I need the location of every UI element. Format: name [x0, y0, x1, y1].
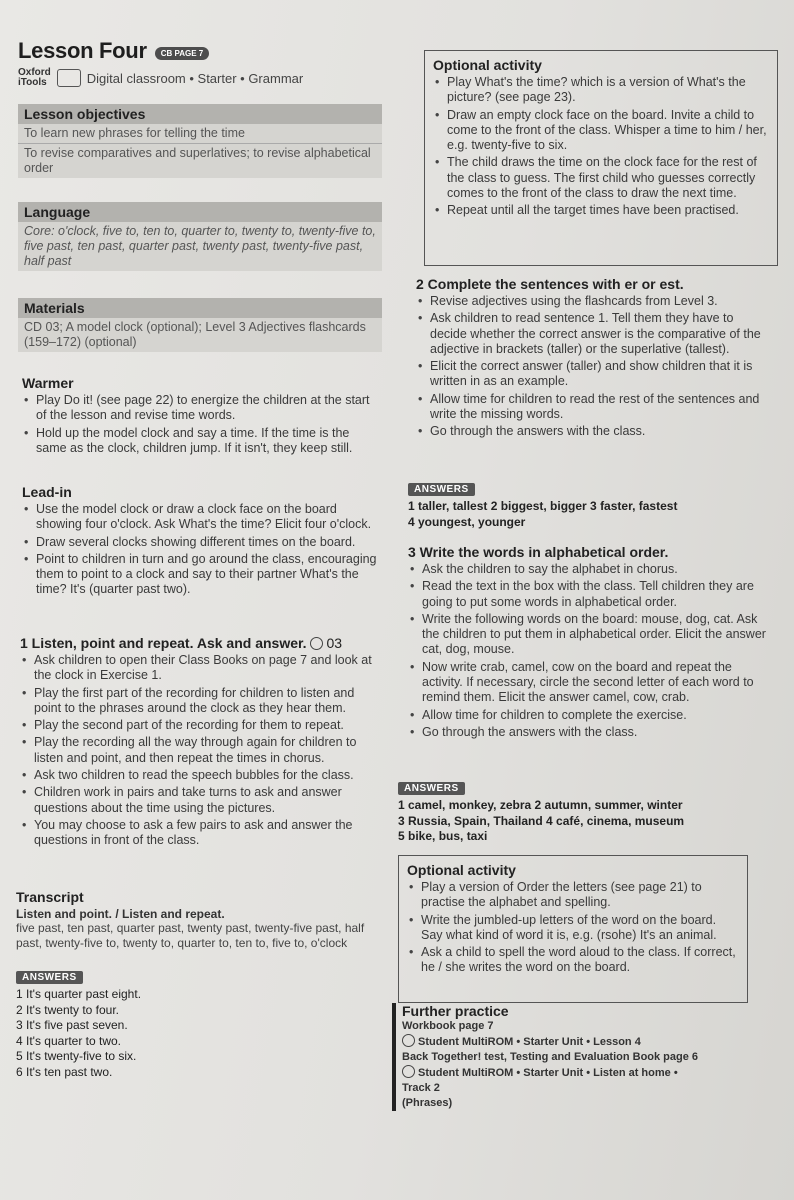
answer-line: 1 It's quarter past eight.: [16, 987, 142, 1001]
list-item: • Play What's the time? which is a version of What's the picture? (see page 23).: [433, 75, 769, 106]
list-item: • Elicit the correct answer (taller) and show children that it is written in as an example.: [416, 359, 766, 390]
further-practice-title: Further practice: [402, 1003, 509, 1019]
exercise3-title: 3 Write the words in alphabetical order.: [408, 544, 669, 560]
cd-icon: [402, 1034, 415, 1047]
list-item: • Play the first part of the recording for children to listen and point to the phrases around the clock as they hear them.: [20, 686, 382, 717]
exercise1-title: [20, 635, 382, 651]
objectives-title: Lesson objectives: [18, 104, 382, 124]
itools-logo: [18, 68, 51, 88]
further-line: [402, 1065, 702, 1096]
list-item: • The child draws the time on the clock face for the rest of the class to guess. The first child who guesses correctly comes to the front of the class to draw the next time.: [433, 155, 769, 201]
leadin-section: [22, 484, 382, 600]
optional-activity-title: Optional activity: [433, 57, 542, 73]
list-item: • Draw an empty clock face on the board. Invite a child to come to the front of the class. Whisper a time to him / her, e.g. twenty-five to six.: [433, 108, 769, 154]
warmer-title: Warmer: [22, 375, 74, 391]
language-title: Language: [18, 202, 382, 222]
list-item: • Write the jumbled-up letters of the word on the board. Say what kind of word it is, e.g. (rsohe) It's an animal.: [407, 913, 739, 944]
further-line: Workbook page 7: [402, 1020, 494, 1032]
list-item: • Repeat until all the target times have been practised.: [433, 203, 769, 218]
materials-text: CD 03; A model clock (optional); Level 3 Adjectives flashcards (159–172) (optional): [24, 320, 366, 349]
itools-logo-bottom: iTools: [18, 77, 47, 88]
exercise2-title: 2 Complete the sentences with er or est.: [416, 276, 684, 292]
exercise3-section: [408, 544, 766, 742]
list-item: • Go through the answers with the class.: [416, 424, 766, 439]
transcript-title: Transcript: [16, 889, 84, 905]
cd-icon: [402, 1065, 415, 1078]
answers2-section: [408, 479, 768, 530]
list-item: • Ask children to read sentence 1. Tell them they have to decide whether the correct answer is the comparative of the adjective in brackets (taller) or the superlative (tallest).: [416, 311, 766, 357]
transcript-subtitle: Listen and point. / Listen and repeat.: [16, 907, 225, 921]
further-line-text: Student MultiROM • Starter Unit • Lesson 4: [418, 1036, 641, 1048]
answer-line: 4 It's quarter to two.: [16, 1033, 122, 1048]
leadin-title: Lead-in: [22, 484, 72, 500]
warmer-section: [22, 375, 382, 458]
track-number: 03: [326, 635, 343, 651]
transcript-section: [16, 889, 382, 951]
itools-row: [18, 68, 303, 88]
cd-icon: [310, 637, 323, 650]
optional-activity-box: [424, 50, 778, 266]
list-item: • Ask the children to say the alphabet in chorus.: [408, 562, 766, 577]
list-item: • Now write crab, camel, cow on the board and repeat the activity. If necessary, circle the second letter of each word to remind them. Elicit the answer camel, cow, crab.: [408, 660, 766, 706]
answer-line: 5 It's twenty-five to six.: [16, 1049, 137, 1063]
answer-line: 1 taller, tallest 2 biggest, bigger 3 faster, fastest: [408, 499, 678, 513]
answers1-section: [16, 967, 376, 1080]
answer-line: 5 bike, bus, taxi: [398, 829, 488, 843]
answer-line: 6 It's ten past two.: [16, 1064, 113, 1079]
list-item: • Draw several clocks showing different times on the board.: [22, 535, 382, 550]
answer-line: 2 It's twenty to four.: [16, 1002, 120, 1017]
language-box: [18, 202, 382, 271]
list-item: • Children work in pairs and take turns to ask and answer questions about the time using the pictures.: [20, 785, 382, 816]
list-item: • Ask children to open their Class Books on page 7 and look at the clock in Exercise 1.: [20, 653, 382, 684]
list-item: • You may choose to ask a few pairs to ask and answer the questions in front of the class.: [20, 818, 382, 849]
language-text: Core: o'clock, five to, ten to, quarter to, twenty to, twenty-five to, five past, ten past, quarter past, twenty past, twenty-five past, half past: [24, 224, 376, 268]
list-item: • Go through the answers with the class.: [408, 725, 766, 740]
answers-tag: ANSWERS: [16, 971, 83, 984]
answer-line: 3 It's five past seven.: [16, 1018, 128, 1032]
cb-page-badge: CB PAGE 7: [155, 47, 210, 60]
screen-icon: [57, 69, 81, 87]
exercise1-title-text: 1 Listen, point and repeat. Ask and answer.: [20, 635, 307, 651]
list-item: • Revise adjectives using the flashcards from Level 3.: [416, 294, 766, 309]
objective-line: To learn new phrases for telling the time: [18, 124, 382, 144]
further-line-text: Student MultiROM • Starter Unit • Listen at home • Track 2: [402, 1067, 678, 1094]
list-item: • Play a version of Order the letters (see page 21) to practise the alphabet and spelling.: [407, 880, 739, 911]
list-item: • Play the second part of the recording for them to repeat.: [20, 718, 382, 733]
further-practice: [392, 1003, 702, 1111]
list-item: • Ask a child to spell the word aloud to the class. If correct, he / she writes the word on the board.: [407, 945, 739, 976]
optional-activity-title: Optional activity: [407, 862, 516, 878]
list-item: • Play the recording all the way through again for children to listen and point, and then repeat the times in chorus.: [20, 735, 382, 766]
materials-title: Materials: [18, 298, 382, 318]
optional-activity-box-2: [398, 855, 748, 1003]
answers-tag: ANSWERS: [398, 782, 465, 795]
answers-tag: ANSWERS: [408, 483, 475, 496]
exercise2-section: [416, 276, 766, 442]
list-item: • Ask two children to read the speech bubbles for the class.: [20, 768, 382, 783]
list-item: • Point to children in turn and go around the class, encouraging them to point to a clock and say to their partner What's the time? It's (quarter past two).: [22, 552, 382, 598]
list-item: • Allow time for children to complete the exercise.: [408, 708, 766, 723]
list-item: • Hold up the model clock and say a time. If the time is the same as the clock, children jump. If it isn't, they keep still.: [22, 426, 382, 457]
list-item: • Play Do it! (see page 22) to energize the children at the start of the lesson and revise time words.: [22, 393, 382, 424]
itools-text: Digital classroom • Starter • Grammar: [86, 70, 304, 86]
transcript-body: five past, ten past, quarter past, twenty past, twenty-five past, half past, twenty-five to, twenty to, quarter to, ten to, five to, o'clock: [16, 921, 365, 950]
objectives-box: [18, 104, 382, 178]
lesson-title: Lesson Four: [18, 38, 147, 63]
answers3-section: [398, 778, 758, 845]
answer-line: 4 youngest, younger: [408, 514, 526, 529]
list-item: • Write the following words on the board: mouse, dog, cat. Ask the children to put them in alphabetical order. Elicit the answer cat, dog, mouse.: [408, 612, 766, 658]
further-line: Back Together! test, Testing and Evaluation Book page 6: [402, 1051, 699, 1063]
exercise1-section: [20, 635, 382, 851]
answer-line: 1 camel, monkey, zebra 2 autumn, summer, winter: [398, 798, 683, 812]
further-line: [402, 1034, 702, 1050]
objective-line: To revise comparatives and superlatives; to revise alphabetical order: [24, 146, 371, 175]
lesson-header: [18, 38, 209, 64]
further-line: (Phrases): [402, 1097, 453, 1109]
list-item: • Use the model clock or draw a clock face on the board showing four o'clock. Ask What's the time? Elicit four o'clock.: [22, 502, 382, 533]
materials-box: [18, 298, 382, 352]
answer-line: 3 Russia, Spain, Thailand 4 café, cinema, museum: [398, 813, 685, 828]
list-item: • Read the text in the box with the class. Tell children they are going to put some words in alphabetical order.: [408, 579, 766, 610]
itools-logo-top: Oxford: [18, 67, 51, 78]
list-item: • Allow time for children to read the rest of the sentences and write the missing words.: [416, 392, 766, 423]
